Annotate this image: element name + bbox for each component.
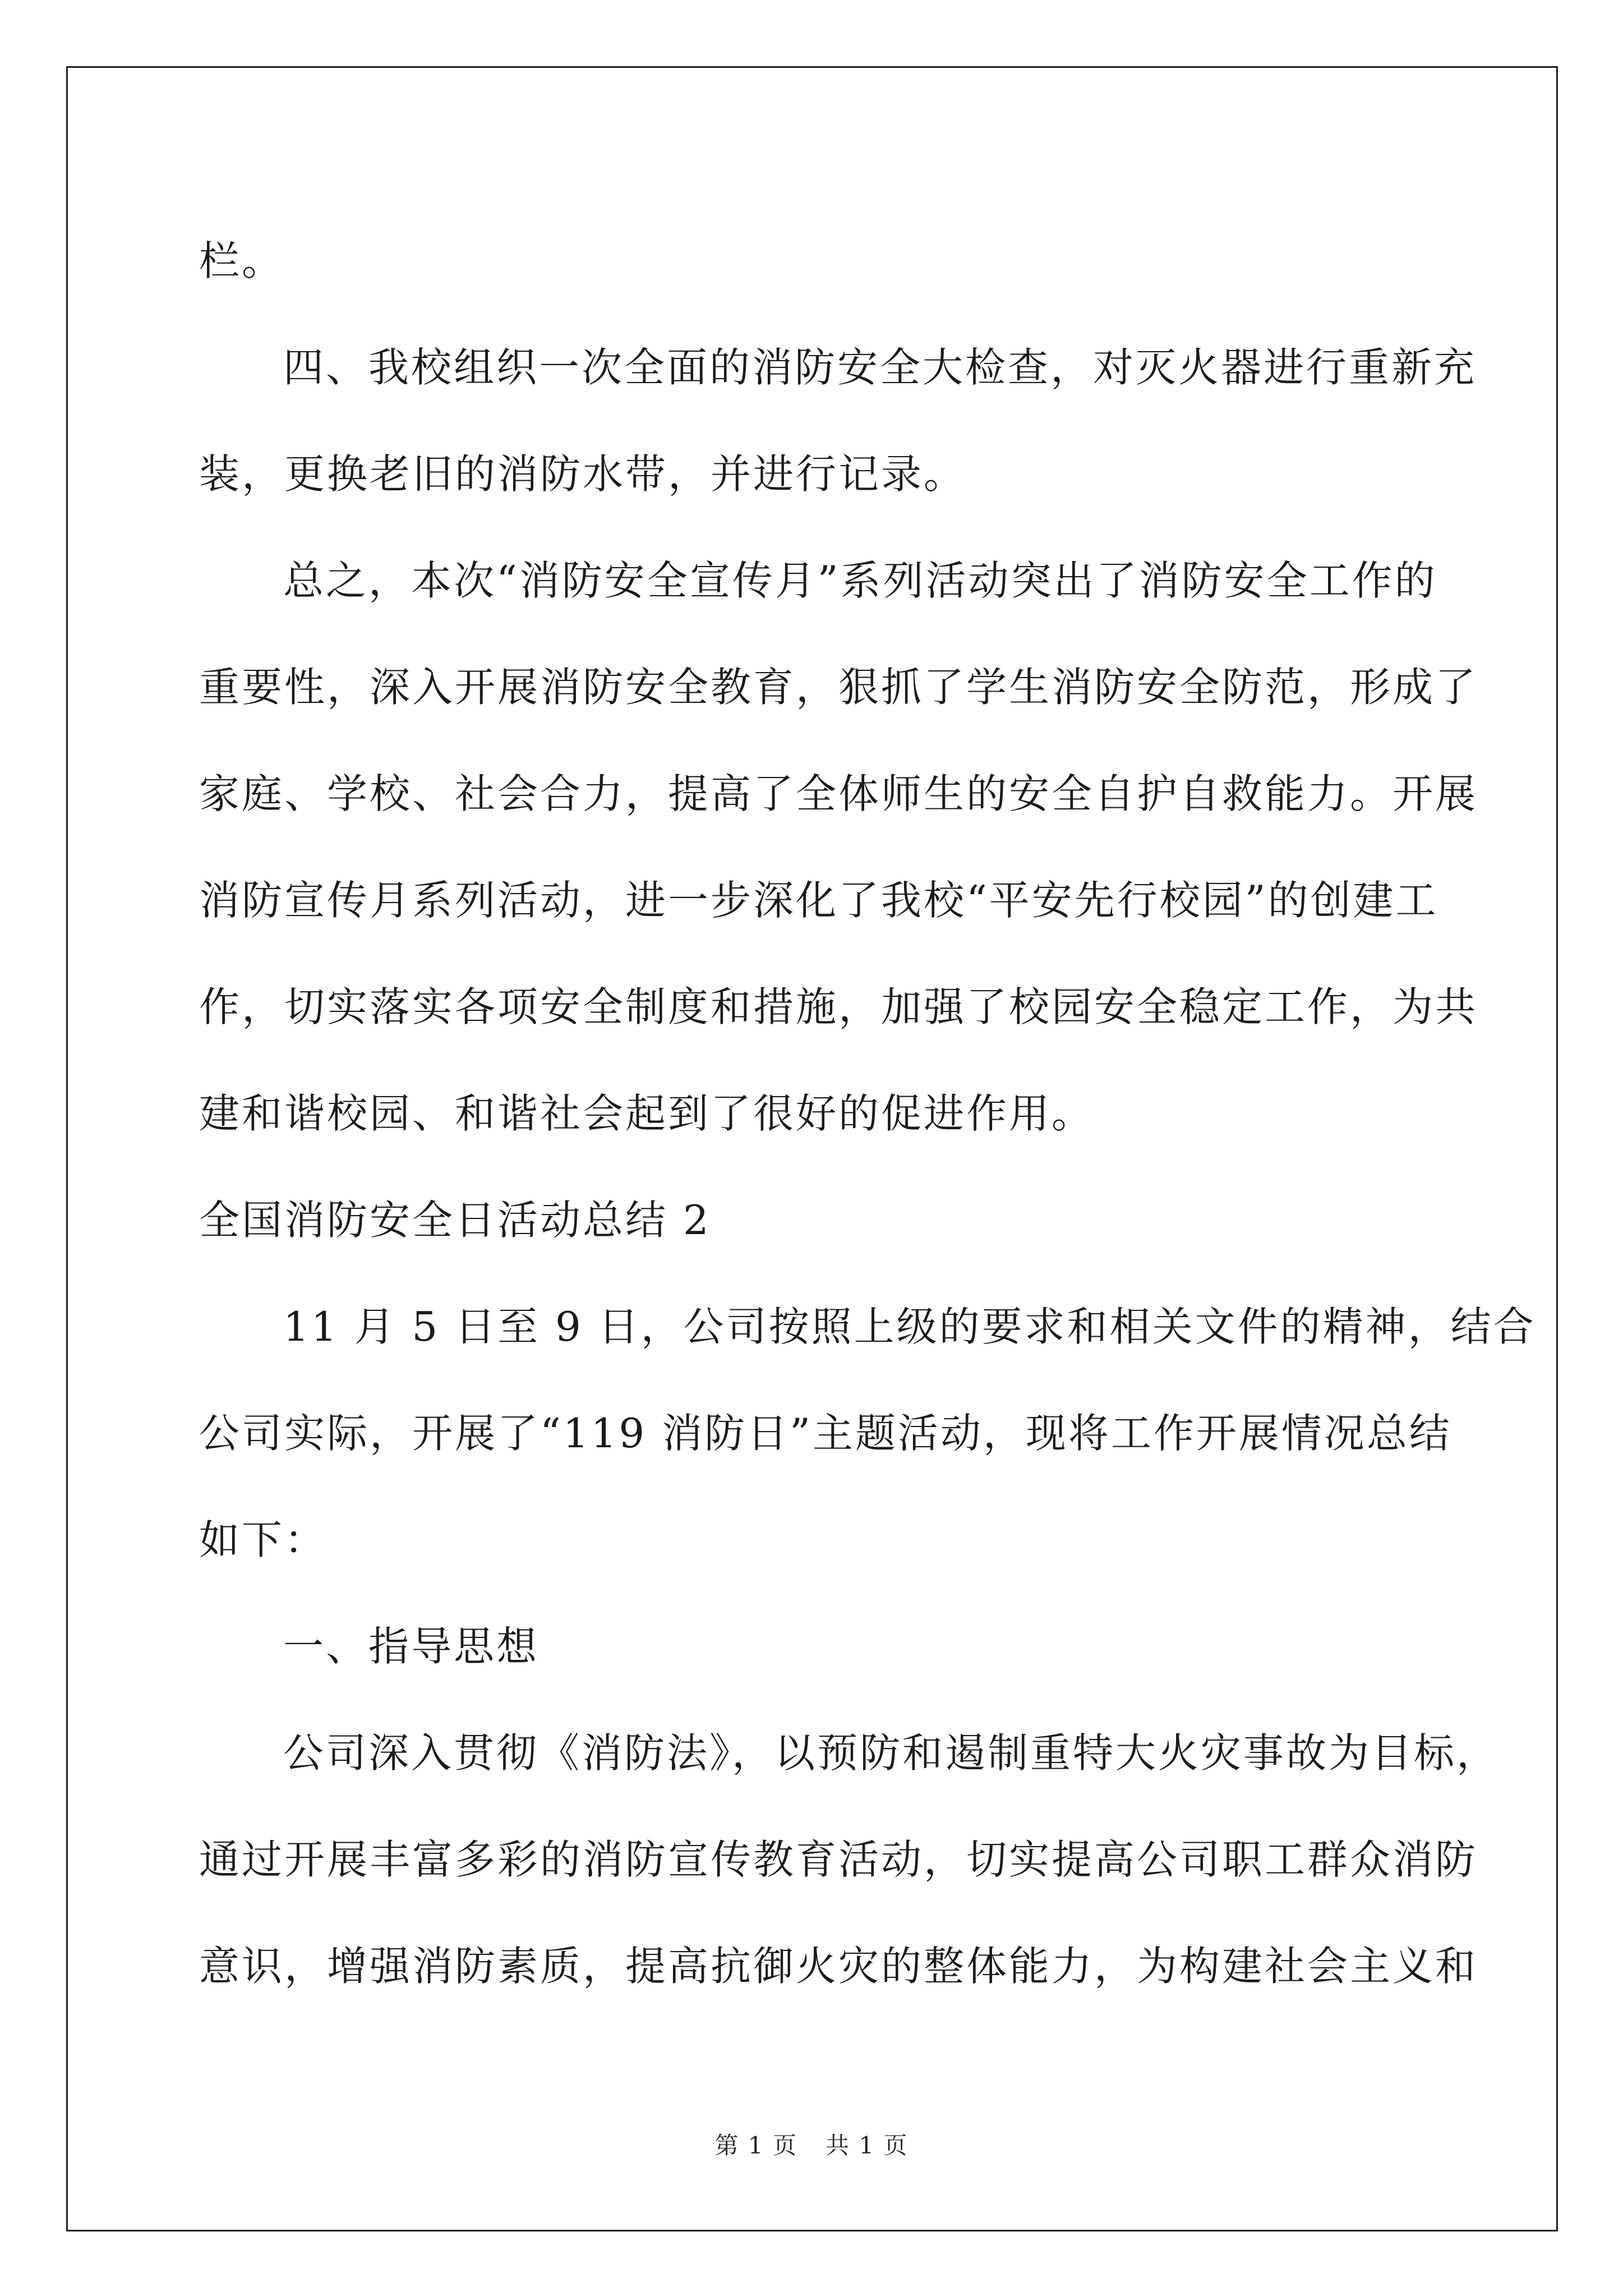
text-line: 装，更换老旧的消防水带，并进行记录。 xyxy=(199,450,967,498)
text-line: 消防宣传月系列活动，进一步深化了我校“平安先行校园”的创建工 xyxy=(199,877,1438,924)
text-line: 栏。 xyxy=(199,237,285,284)
text-line: 四、我校组织一次全面的消防安全大检查，对灭火器进行重新充 xyxy=(283,344,1477,391)
subsection-heading: 一、指导思想 xyxy=(283,1623,540,1670)
page-footer xyxy=(0,2129,1623,2162)
text-line: 作，切实落实各项安全制度和措施，加强了校园安全稳定工作，为共 xyxy=(199,983,1478,1030)
text-line: 家庭、学校、社会合力，提高了全体师生的安全自护自救能力。开展 xyxy=(199,770,1478,817)
text-line: 总之，本次“消防安全宣传月”系列活动突出了消防安全工作的 xyxy=(283,557,1437,604)
text-line: 建和谐校园、和谐社会起到了很好的促进作用。 xyxy=(199,1090,1095,1137)
page-number: 第 1 页 xyxy=(714,2132,797,2159)
page-total: 共 1 页 xyxy=(826,2132,909,2159)
text-line: 公司深入贯彻《消防法》，以预防和遏制重特大火灾事故为目标， xyxy=(283,1729,1500,1777)
section-heading: 全国消防安全日活动总结 2 xyxy=(199,1197,711,1244)
text-line: 11 月 5 日至 9 日，公司按照上级的要求和相关文件的精神，结合 xyxy=(283,1303,1536,1350)
text-line: 公司实际，开展了“119 消防日”主题活动，现将工作开展情况总结 xyxy=(199,1410,1452,1457)
document-body xyxy=(199,208,1536,2019)
text-line: 通过开展丰富多彩的消防宣传教育活动，切实提高公司职工群众消防 xyxy=(199,1836,1478,1883)
text-line: 重要性，深入开展消防安全教育，狠抓了学生消防安全防范，形成了 xyxy=(199,664,1478,711)
text-line: 意识，增强消防素质，提高抗御火灾的整体能力，为构建社会主义和 xyxy=(199,1943,1478,1990)
text-line: 如下： xyxy=(199,1516,328,1563)
